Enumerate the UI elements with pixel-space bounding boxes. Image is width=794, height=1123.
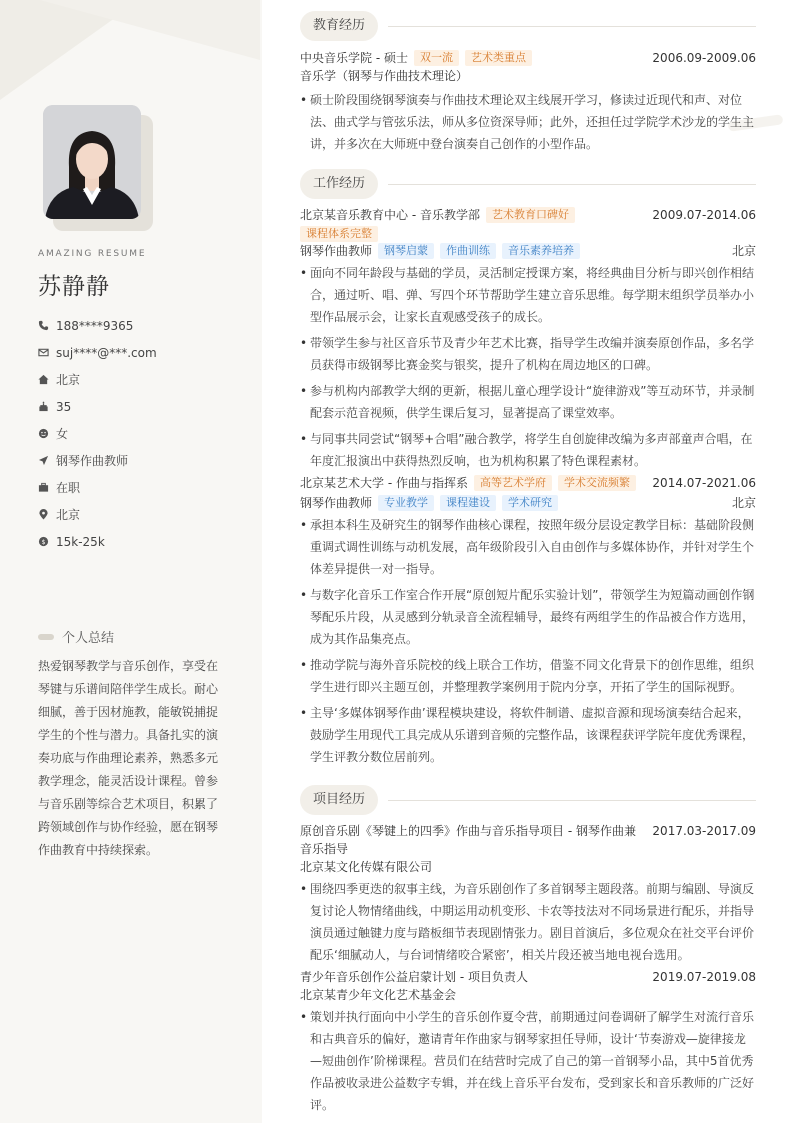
role-tag: 学术研究 <box>502 495 558 511</box>
position-row <box>38 447 157 474</box>
residence-row <box>38 366 157 393</box>
phone-icon <box>38 320 49 331</box>
contact-info-list <box>38 312 157 555</box>
bullet-item: • 面向不同年龄段与基础的学员，灵活制定授课方案，将经典曲目分析与即兴创作相结合，通过听、唱、弹、写四个环节帮助学生建立音乐思维。每学期末组织学员举办小型作品展示会，让家长直观感受孩子的成长。 <box>300 262 756 328</box>
gender-row <box>38 420 157 447</box>
sidebar <box>0 0 262 1123</box>
avatar <box>43 105 141 219</box>
brand-label: AMAZING RESUME <box>38 249 147 259</box>
svg-text:$: $ <box>41 538 46 547</box>
age-text: 35 <box>56 399 72 414</box>
role-tag: 课程建设 <box>440 495 496 511</box>
project-name: 原创音乐剧《琴键上的四季》作曲与音乐指导项目 - 钢琴作曲兼音乐指导 <box>300 824 636 856</box>
email-text: suj****@***.com <box>56 345 157 360</box>
job-city: 北京 <box>731 496 756 510</box>
mail-icon <box>38 347 49 358</box>
bullet-item: • 与数字化音乐工作室合作开展“原创短片配乐实验计划”，带领学生为短篇动画创作钢琴配乐片段，从灵感到分轨录音全流程辅导，最终有两组学生的作品被合作方选用，成为其作品集亮点。 <box>300 584 756 650</box>
age-row <box>38 393 157 420</box>
education-date: 2006.09-2009.06 <box>652 51 756 65</box>
role-tag: 专业教学 <box>378 495 434 511</box>
divider <box>388 800 756 801</box>
decor-shape <box>40 0 260 60</box>
bullet-item: • 围绕四季更迭的叙事主线，为音乐剧创作了多首钢琴主题段落。前期与编剧、导演反复讨论人物情绪曲线，中期运用动机变形、卡农等技法对不同场景进行配乐，并指导演员通过触键力度与踏板细节表现剧情张力。剧目首演后，多位观众在社交平台评价配乐‘细腻动人，与台词情绪咬合紧密’，相关片段还被当地电视台选用。 <box>300 878 756 966</box>
phone-text: 188****9365 <box>56 318 134 333</box>
project-entry <box>300 968 756 1116</box>
job-org: 北京某艺术大学 - 作曲与指挥系 <box>300 476 468 490</box>
project-date: 2017.03-2017.09 <box>652 824 756 838</box>
job-org: 北京某音乐教育中心 - 音乐教学部 <box>300 208 480 222</box>
status-row <box>38 474 157 501</box>
divider <box>388 184 756 185</box>
project-entry <box>300 822 756 966</box>
school-tag: 双一流 <box>414 50 459 66</box>
job-role: 钢琴作曲教师 <box>300 244 373 258</box>
briefcase-icon <box>38 482 49 493</box>
heading-bar <box>38 634 54 640</box>
job-entry <box>300 474 756 768</box>
school-name: 中央音乐学院 - 硕士 <box>300 51 408 65</box>
org-tag: 课程体系完整 <box>300 226 378 242</box>
candidate-name: 苏静静 <box>38 274 110 300</box>
bullet-item: • 承担本科生及研究生的钢琴作曲核心课程，按照年级分层设定教学目标：基础阶段侧重调式调性训练与动机发展，高年级阶段引入自由创作与多媒体协作，并针对学生个体差异提供一对一指导。 <box>300 514 756 580</box>
project-date: 2019.07-2019.08 <box>652 970 756 984</box>
section-title: 教育经历 <box>300 11 378 41</box>
bullet-item: • 主导‘多媒体钢琴作曲’课程模块建设，将软件制谱、虚拟音源和现场演奏结合起来，鼓励学生用现代工具完成从乐谱到音频的完整作品，该课程获评学院年度优秀课程，学生评教分数位居前列。 <box>300 702 756 768</box>
residence-text: 北京 <box>56 373 81 387</box>
bullet-item: • 推动学院与海外音乐院校的线上联合工作坊，借鉴不同文化背景下的创作思维，组织学生进行即兴主题互创，并整理教学案例用于院内分享，开拓了学生的国际视野。 <box>300 654 756 698</box>
summary-text: 热爱钢琴教学与音乐创作，享受在琴键与乐谱间陪伴学生成长。耐心细腻，善于因材施教，能敏锐捕捉学生的个性与潜力。具备扎实的演奏功底与作曲理论素养，熟悉多元教学理念，能灵活设计课程。曾参与音乐剧等综合艺术项目，积累了跨领域创作与协作经验，愿在钢琴作曲教育中持续探索。 <box>38 659 219 857</box>
project-org: 北京某青少年文化艺术基金会 <box>300 988 457 1002</box>
summary-title: 个人总结 <box>62 631 115 646</box>
section-title: 工作经历 <box>300 169 378 199</box>
job-role: 钢琴作曲教师 <box>300 496 373 510</box>
bullet-item: • 硕士阶段围绕钢琴演奏与作曲技术理论双主线展开学习，修读过近现代和声、对位法、曲式学与管弦乐法，师从多位资深导师；此外，还担任过学院学术沙龙的学生主讲，并多次在大师班中登台演奏自己创作的小型作品。 <box>300 89 756 155</box>
phone-row <box>38 312 157 339</box>
position-text: 钢琴作曲教师 <box>56 454 129 468</box>
gender-text: 女 <box>56 427 69 441</box>
job-city: 北京 <box>731 244 756 258</box>
status-text: 在职 <box>56 481 81 495</box>
location-row <box>38 501 157 528</box>
role-tag: 作曲训练 <box>440 243 496 259</box>
bullet-item: • 策划并执行面向中小学生的音乐创作夏令营，前期通过问卷调研了解学生对流行音乐和古典音乐的偏好，邀请青年作曲家与钢琴家担任导师，设计‘节奏游戏—旋律接龙—短曲创作’阶梯课程。营员们在结营时完成了自己的第一首钢琴小品，其中5首优秀作品被收录进公益数字专辑，并在线上音乐平台发布，受到家长和音乐教师的广泛好评。 <box>300 1006 756 1116</box>
project-org: 北京某文化传媒有限公司 <box>300 860 433 874</box>
cake-icon <box>38 401 49 412</box>
section-title: 项目经历 <box>300 785 378 815</box>
major: 音乐学（钢琴与作曲技术理论） <box>300 69 469 83</box>
role-tag: 钢琴启蒙 <box>378 243 434 259</box>
summary-heading <box>38 627 114 646</box>
project-name: 青少年音乐创作公益启蒙计划 - 项目负责人 <box>300 970 528 984</box>
education-section <box>300 11 756 159</box>
role-tag: 音乐素养培养 <box>502 243 580 259</box>
org-tag: 学术交流频繁 <box>558 475 636 491</box>
salary-icon <box>38 536 49 547</box>
salary-row <box>38 528 157 555</box>
work-section <box>300 169 756 772</box>
bullet-item: • 带领学生参与社区音乐节及青少年艺术比赛，指导学生改编并演奏原创作品，多名学员获得市级钢琴比赛金奖与银奖，提升了机构在周边地区的口碑。 <box>300 332 756 376</box>
bullet-item: • 参与机构内部教学大纲的更新，根据儿童心理学设计“旋律游戏”等互动环节，并录制配套示范音视频，供学生课后复习，显著提高了课堂效率。 <box>300 380 756 424</box>
location-text: 北京 <box>56 508 81 522</box>
job-entry <box>300 206 756 472</box>
job-date: 2009.07-2014.06 <box>652 208 756 222</box>
location-pin-icon <box>38 509 49 520</box>
bullet-item: • 与同事共同尝试“钢琴+合唱”融合教学，将学生自创旋律改编为多声部童声合唱，在年度汇报演出中获得热烈反响，也为机构积累了特色课程素材。 <box>300 428 756 472</box>
salary-text: 15k-25k <box>56 534 105 549</box>
org-tag: 艺术教育口碑好 <box>486 207 575 223</box>
gender-icon <box>38 428 49 439</box>
portrait-image <box>43 105 141 219</box>
send-icon <box>38 455 49 466</box>
home-icon <box>38 374 49 385</box>
org-tag: 高等艺术学府 <box>474 475 552 491</box>
projects-section <box>300 785 756 1120</box>
divider <box>388 26 756 27</box>
school-tag: 艺术类重点 <box>465 50 532 66</box>
job-date: 2014.07-2021.06 <box>652 476 756 490</box>
email-row <box>38 339 157 366</box>
